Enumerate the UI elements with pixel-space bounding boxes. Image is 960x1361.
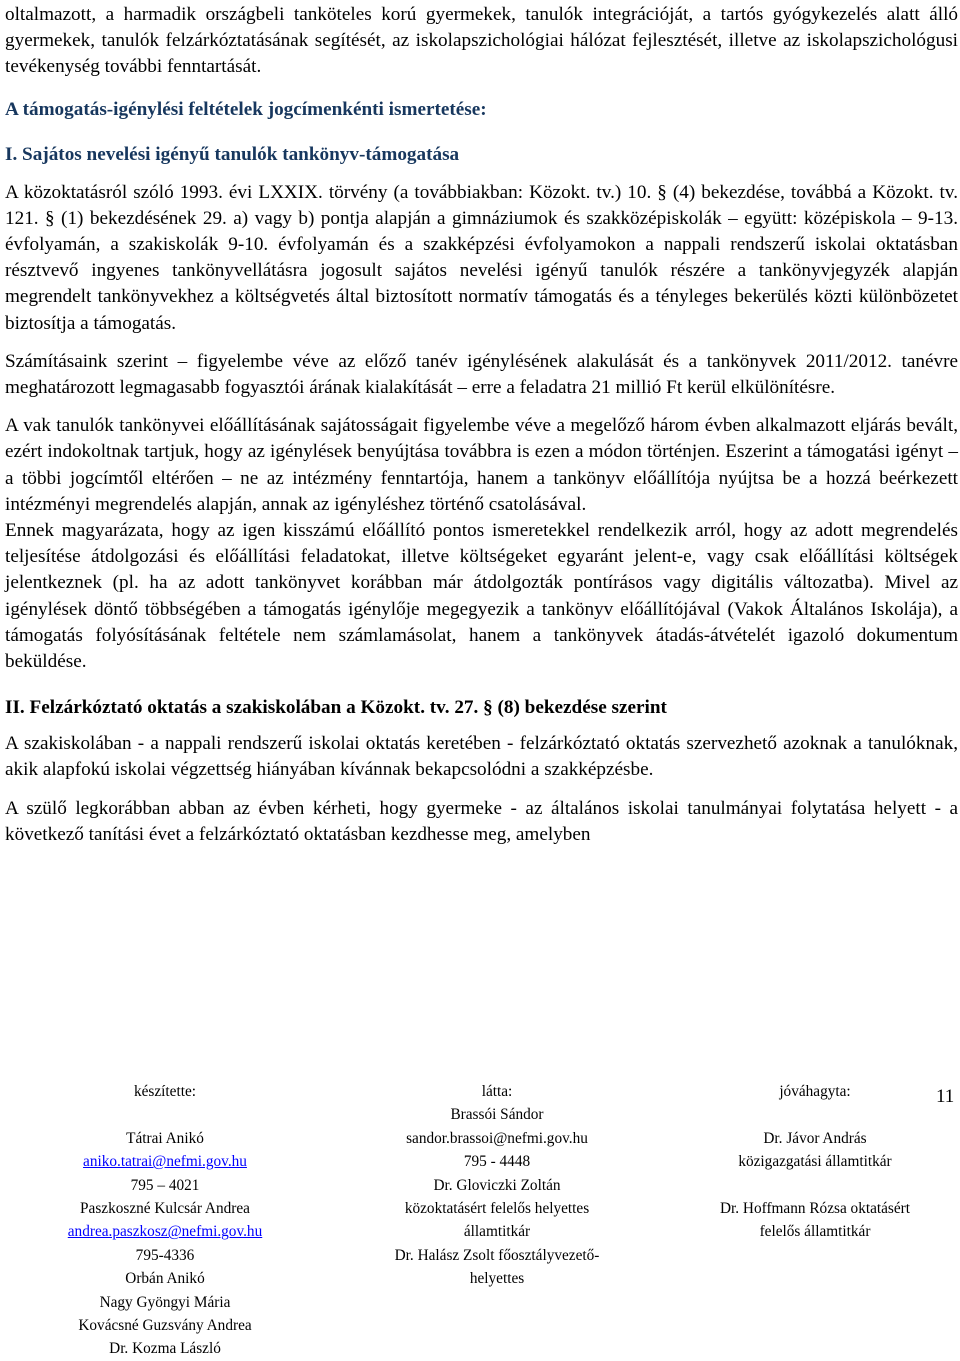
approver-title: közigazgatási államtitkár (738, 1153, 892, 1171)
approved-by-label: jóváhagyta: (779, 1083, 851, 1100)
document-body (5, 0, 958, 848)
paragraph-intro: oltalmazott, a harmadik országbeli tanköteles korú gyermekek, tanulók integrációját, a tartós gyógykezelés alatt álló gyermekek, tanulók felzárkóztatásának segítését, az iskolapszichológiai hálózat fejlesztését, illetve az iskolapszichológusi tevékenység további fenntartását. (5, 4, 958, 78)
paragraph-i-1: A közoktatásról szóló 1993. évi LXXIX. törvény (a továbbiakban: Közokt. tv.) 10. § (4) bekezdése, továbbá a Közokt. tv. 121. § (1) bekezdésének 29. a) vagy b) pontja alapján a gimnáziumok és szakközépiskolák – együtt: középiskola – 9-13. évfolyamán, a szakiskolák 9-10. évfolyamán és a szakképzési évfolyamokon a nappali rendszerű iskolai oktatásban résztvevő ingyenes tankönyvellátásra jogosult sajátos nevelési igényű tanulók részére a tankönyvjegyzék alapján megrendelt tankönyvekhez a költségvetés által biztosított normatív támogatás és a tényleges bekerülés közti különbözetet biztosítja a támogatás. (5, 181, 958, 334)
footer-approved-by (700, 1080, 930, 1244)
section-heading-main: A támogatás-igénylési feltételek jogcímenkénti ismertetése: (5, 98, 487, 120)
author-name: Kovácsné Guzsvány Andrea (78, 1317, 252, 1335)
reviewer-title: államtitkár (463, 1223, 531, 1241)
author-name: Nagy Gyöngyi Mária (99, 1293, 231, 1311)
page-number: 11 (936, 1086, 955, 1107)
reviewer-title: helyettes (469, 1270, 525, 1288)
approver-name: Dr. Jávor András (763, 1129, 867, 1147)
approver-title: felelős államtitkár (759, 1223, 871, 1241)
page-footer (0, 1080, 960, 1358)
author-email-link[interactable]: aniko.tatrai@nefmi.gov.hu (83, 1153, 247, 1171)
author-phone: 795 – 4021 (130, 1176, 200, 1194)
author-name: Dr. Kozma László (109, 1340, 221, 1358)
footer-reviewed-by (372, 1080, 622, 1291)
author-name: Paszkoszné Kulcsár Andrea (80, 1200, 250, 1218)
approver-name: Dr. Hoffmann Rózsa oktatásért (719, 1200, 911, 1217)
reviewer-name: Dr. Gloviczki Zoltán (433, 1176, 561, 1194)
paragraph-i-2: Számításaink szerint – figyelembe véve az előző tanév igénylésének alakulását és a tankönyvek 2011/2012. tanévre meghatározott legmagasabb fogyasztói árának kialakítását – erre a feladatra 21 millió Ft kerül elkülönítésre. (5, 350, 958, 399)
reviewer-title: közoktatásért felelős helyettes (404, 1200, 590, 1218)
paragraph-ii-2: A szülő legkorábban abban az évben kérheti, hogy gyermeke - az általános iskolai tanulmányai folytatása helyett - a következő tanítási évet a felzárkóztató oktatásban kezdhesse meg, amelyben (5, 797, 958, 845)
paragraph-ii-1: A szakiskolában - a nappali rendszerű iskolai oktatás keretében - felzárkóztató oktatás szervezhető azoknak a tanulóknak, akik alapfokú iskolai végzettség hiányában kívánnak bekapcsolódni a szakképzésbe. (5, 733, 958, 781)
author-name: Orbán Anikó (125, 1270, 205, 1288)
reviewer-name: Brassói Sándor (450, 1106, 544, 1124)
author-phone: 795-4336 (135, 1246, 195, 1264)
footer-prepared-by (40, 1080, 290, 1361)
author-email-link[interactable]: andrea.paszkosz@nefmi.gov.hu (67, 1223, 263, 1241)
prepared-by-label: készítette: (133, 1083, 196, 1100)
section-heading-ii: II. Felzárkóztató oktatás a szakiskolában a Közokt. tv. 27. § (8) bekezdése szerint (5, 697, 667, 719)
reviewer-phone: 795 - 4448 (463, 1153, 531, 1171)
reviewer-email: sandor.brassoi@nefmi.gov.hu (406, 1129, 588, 1147)
section-heading-i: I. Sajátos nevelési igényű tanulók tankönyv-támogatása (5, 143, 460, 165)
reviewer-name: Dr. Halász Zsolt főosztályvezető- (394, 1246, 600, 1264)
paragraph-i-3: A vak tanulók tankönyvei előállításának sajátosságait figyelembe véve a megelőző három évben alkalmazott eljárás bevált, ezért indokoltnak tartjuk, hogy az igénylések benyújtása továbbra is ezen a módon történjen. Eszerint a támogatási igényt – a többi jogcímtől eltérően – ne az intézmény fenntartója, hanem a tankönyv előállítója nyújtsa be a hozzá beérkezett intézményi megrendelés alapján, annak az igényléshez történő csatolásával. (5, 415, 958, 515)
author-name: Tátrai Anikó (126, 1129, 204, 1147)
paragraph-i-4: Ennek magyarázata, hogy az igen kisszámú előállító pontos ismeretekkel rendelkezik arról, hogy az adott megrendelés teljesítése átdolgozási és előállítási feladatokat, illetve költségeket egyaránt jelent-e, vagy csak előállítási költségek jelentkeznek (pl. ha az adott tankönyvet korábban már átdolgozták pontírásos vagy digitális változatba). Mivel az igénylések döntő többségében a támogatás igénylője megegyezik a tankönyv előállítójával (Vakok Általános Iskolája), a támogatás folyósításának feltétele nem számlamásolat, hanem a tankönyvek átadás-átvételét igazoló dokumentum beküldése. (5, 520, 958, 673)
reviewed-by-label: látta: (481, 1083, 513, 1100)
